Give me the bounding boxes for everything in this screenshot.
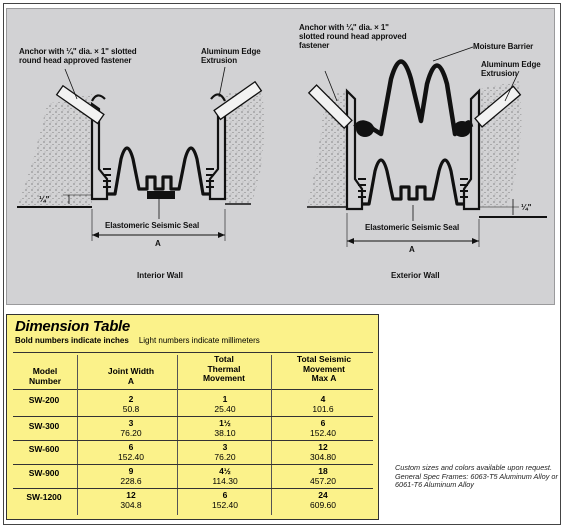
notes-spec-frames: General Spec Frames: 6063-T5 Aluminum Alloy or 6061-T6 Aluminum Alloy	[395, 471, 558, 489]
row-seismic: 4 101.6	[312, 394, 334, 414]
table-title: Dimension Table	[15, 318, 130, 335]
exterior-wall-caption: Exterior Wall	[391, 271, 440, 280]
exterior-moisture-barrier	[355, 62, 471, 135]
row-joint-width: 6 152.40	[118, 442, 144, 462]
row-joint-width: 9 228.6	[120, 466, 142, 486]
interior-anchor-label: Anchor with ¼" dia. × 1" slotted round head approved fastener	[19, 47, 137, 65]
exterior-moisture-label: Moisture Barrier	[473, 42, 534, 51]
row-model: SW-1200	[26, 492, 62, 502]
row-thermal: 1 25.40	[214, 394, 236, 414]
row-model: SW-300	[28, 421, 60, 431]
interior-wall-detail	[17, 67, 264, 241]
exterior-edge-label: Aluminum Edge Extrusion	[481, 60, 541, 78]
drawing-panel	[6, 8, 555, 305]
header-model-number: Model Number	[28, 366, 62, 386]
row-seismic: 6 152.40	[310, 418, 336, 438]
interior-quarter-inch-label: ¼"	[39, 195, 50, 204]
row-model: SW-200	[28, 395, 60, 405]
table-subtitle	[15, 336, 260, 345]
row-joint-width: 2 50.8	[122, 394, 140, 414]
row-joint-width: 12 304.8	[120, 490, 142, 510]
subtitle-light: Light numbers indicate millimeters	[138, 336, 260, 345]
interior-width-a-label: A	[155, 239, 161, 248]
exterior-elastomeric-seal	[362, 160, 464, 204]
notes-custom-sizes: Custom sizes and colors available upon request.	[395, 463, 552, 472]
row-thermal: 6 152.40	[212, 490, 238, 510]
row-seismic: 24 609.60	[310, 490, 336, 510]
interior-edge-label: Aluminum Edge Extrusion	[201, 47, 261, 65]
interior-elastomeric-seal	[107, 148, 210, 194]
interior-seal-label: Elastomeric Seismic Seal	[105, 221, 200, 230]
exterior-width-a-label: A	[409, 245, 415, 254]
header-seismic-movement: Total Seismic Movement Max A	[296, 354, 352, 383]
header-thermal-movement: Total Thermal Movement	[202, 354, 246, 383]
row-seismic: 18 457.20	[310, 466, 336, 486]
row-model: SW-600	[28, 444, 60, 454]
exterior-anchor-label: Anchor with ¼" dia. × 1" slotted round head approved fastener	[299, 23, 407, 50]
spec-notes	[395, 464, 565, 490]
interior-wall-caption: Interior Wall	[137, 271, 183, 280]
row-seismic: 12 304.80	[310, 442, 336, 462]
dimension-table	[6, 314, 379, 520]
row-thermal: 3 76.20	[214, 442, 236, 462]
subtitle-bold: Bold numbers indicate inches	[15, 336, 129, 345]
header-joint-width: Joint Width A	[107, 366, 155, 386]
exterior-quarter-inch-label: ¼"	[521, 203, 532, 212]
exterior-seal-label: Elastomeric Seismic Seal	[365, 223, 460, 232]
row-thermal: 1½ 38.10	[214, 418, 236, 438]
row-joint-width: 3 76.20	[120, 418, 142, 438]
row-model: SW-900	[28, 468, 60, 478]
row-thermal: 4½ 114.30	[212, 466, 238, 486]
